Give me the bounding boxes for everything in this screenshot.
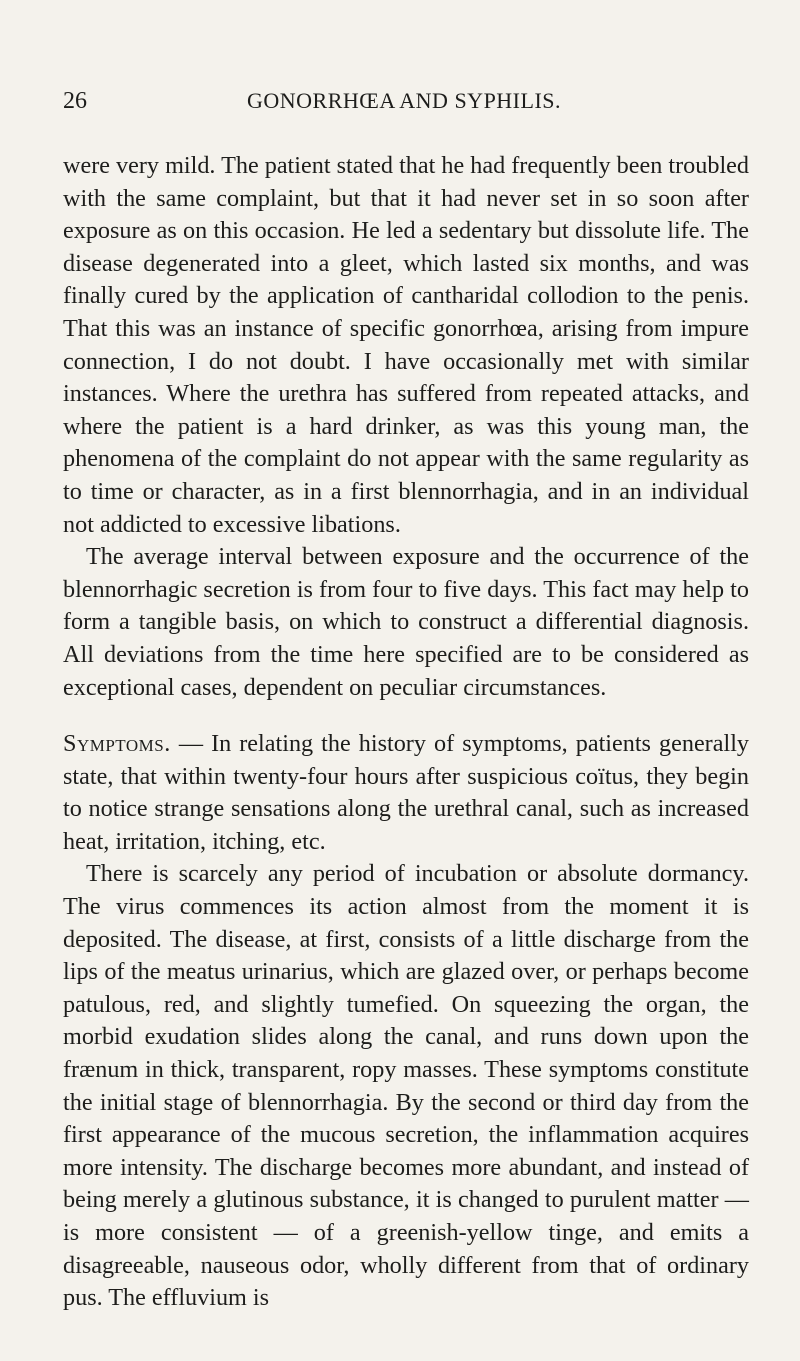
paragraph-symptoms-text: In relating the history of symptoms, patients generally state, that within twenty-four hours after suspicious coïtus, they begin to notice strange sensations along the urethral canal, such as increased heat, irritation, itching, etc.: [63, 730, 750, 855]
paragraph-continued: were very mild. The patient stated that he had frequently been troubled with the same complaint, but that it had never set in so soon after exposure as on this occasion. He led a sedentary but dissolute life. The disease degenerated into a gleet, which lasted six months, and was finally cured by the application of cantharidal collodion to the penis. That this was an instance of specific gonorrhœa, arising from impure connection, I do not doubt. I have occasionally met with similar instances. Where the urethra has suffered from repeated attacks, and where the patient is a hard drinker, as was this young man, the phenomena of the complaint do not appear with the same regularity as to time or character, as in a first blennorrhagia, and in an individual not addicted to excessive libations.: [63, 152, 749, 538]
paragraph-incubation: There is scarcely any period of incubation or absolute dormancy. The virus commences its action almost from the moment it is deposited. The disease, at first, consists of a little discharge from the lips of the meatus urinarius, which are glazed over, or perhaps become patulous, red, and slightly tumefied. On squeezing the organ, the morbid exudation slides along the canal, and runs down upon the frænum in thick, transparent, ropy masses. These symptoms constitute the initial stage of blennorrhagia. By the second or third day from the first appearance of the mucous secretion, the inflammation acquires more intensity. The discharge becomes more abundant, and instead of being merely a glutinous substance, it is changed to purulent matter — is more consistent — of a greenish-yellow tinge, and emits a disagreeable, nauseous odor, wholly different from that of ordinary pus. The effluvium is: [63, 860, 749, 1312]
section-heading-symptoms: Symptoms.: [63, 730, 171, 758]
paragraph-interval: The average interval between exposure and the occurrence of the blennorrhagic secretion is from four to five days. This fact may help to form a tangible basis, on which to construct a differential diagnosis. All deviations from the time here specified are to be considered as exceptional cases, dependent on peculiar circumstances.: [63, 543, 749, 701]
running-head: [63, 88, 745, 114]
body-text: [63, 150, 749, 1315]
header-title: GONORRHŒA AND SYPHILIS.: [246, 88, 562, 113]
page-number: 26: [63, 88, 87, 114]
paragraph-symptoms: Symptoms. — In relating the history of symptoms, patients generally state, that within twenty-four hours after suspicious coïtus, they begin to notice strange sensations along the urethral canal, such as increased heat, irritation, itching, etc.: [63, 730, 750, 855]
